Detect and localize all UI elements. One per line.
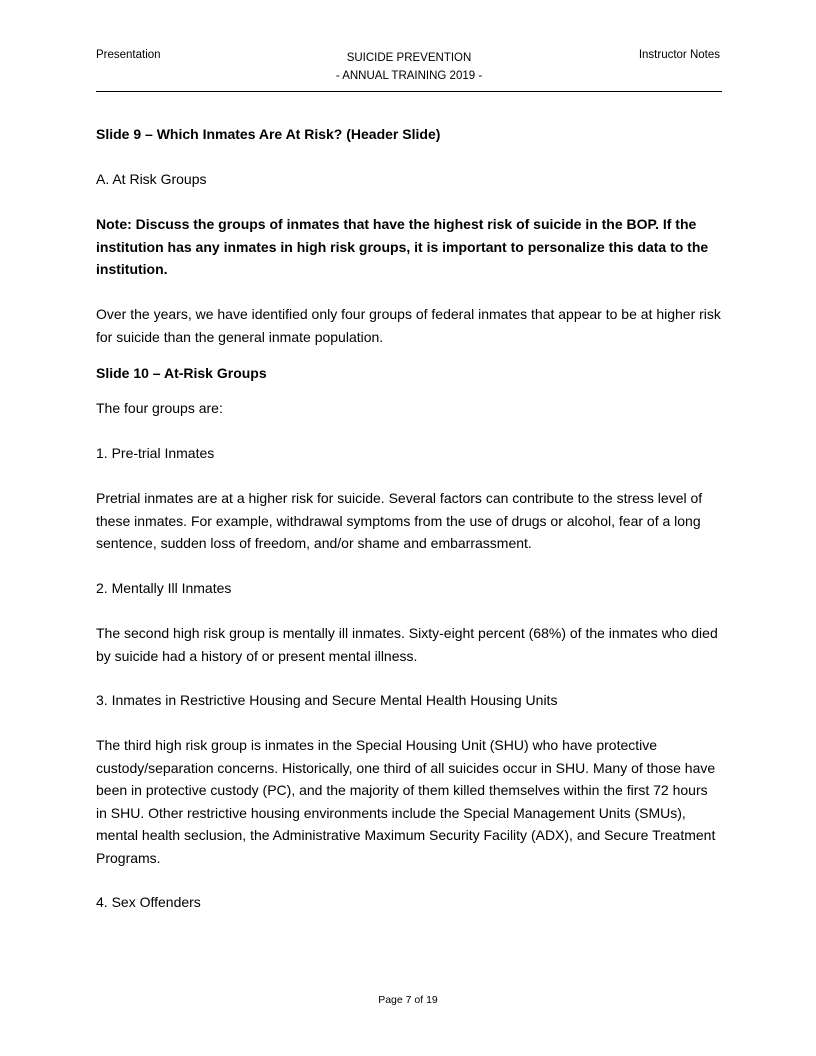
header-divider [96, 91, 722, 92]
group3-paragraph: The third high risk group is inmates in the Special Housing Unit (SHU) who have protective custody/separation concerns. Historically, one third of all suicides occur in SHU. Many of those have been in protective custody (PC), and the majority of them killed themselves within the first 72 hours in SHU. Other restrictive housing environments include the Special Management Units (SMUs), mental health seclusion, the Administrative Maximum Security Facility (ADX), and Secure Treatment Programs. [96, 737, 716, 866]
group1-paragraph: Pretrial inmates are at a higher risk for suicide. Several factors can contribute to the stress level of these inmates. For example, withdrawal symptoms from the use of drugs or alcohol, fear of a long sentence, sudden loss of freedom, and/or shame and embarrassment. [96, 490, 703, 551]
group3-title: 3. Inmates in Restrictive Housing and Secure Mental Health Housing Units [96, 692, 558, 708]
page-number: Page 7 of 19 [378, 994, 438, 1006]
slide9-heading: Slide 9 – Which Inmates Are At Risk? (Header Slide) [96, 126, 441, 142]
group1-title: 1. Pre-trial Inmates [96, 445, 215, 461]
page-header [96, 49, 722, 93]
slide10-heading: Slide 10 – At-Risk Groups [96, 365, 267, 381]
intro-paragraph: Over the years, we have identified only four groups of federal inmates that appear to be at higher risk for suicide than the general inmate population. [96, 306, 721, 345]
header-title-line2: - ANNUAL TRAINING 2019 - [335, 70, 483, 82]
group2-title: 2. Mentally Ill Inmates [96, 580, 232, 596]
group4-title: 4. Sex Offenders [96, 894, 201, 910]
note-paragraph: Note: Discuss the groups of inmates that have the highest risk of suicide in the BOP. If the institution has any inmates in high risk groups, it is important to personalize this data to the institution. [96, 216, 709, 277]
header-title-line1: SUICIDE PREVENTION [346, 52, 472, 64]
header-right: Instructor Notes [638, 49, 720, 61]
section-a-title: A. At Risk Groups [96, 171, 207, 187]
header-title [96, 49, 722, 85]
header-left: Presentation [96, 49, 161, 61]
group2-paragraph: The second high risk group is mentally ill inmates. Sixty-eight percent (68%) of the inmates who died by suicide had a history of or present mental illness. [96, 625, 718, 664]
four-groups-line: The four groups are: [96, 400, 223, 416]
